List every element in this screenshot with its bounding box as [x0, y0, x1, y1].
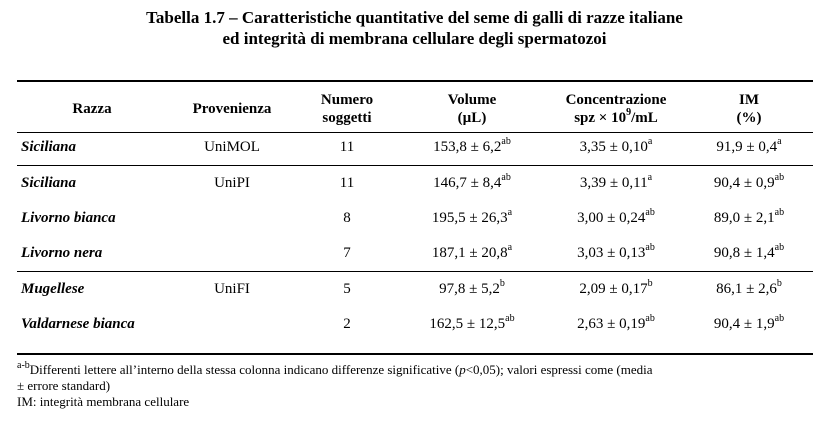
header-im: IM (%): [736, 92, 762, 126]
cell-volume: 153,8 ± 6,2$^{ab}$: [433, 136, 511, 155]
cell-provenienza: [167, 236, 297, 272]
cell-provenienza: UniFI: [167, 272, 297, 308]
table-row: [17, 307, 813, 342]
cell-volume: 162,5 ± 12,5$^{ab}$: [429, 313, 515, 332]
cell-provenienza: UniMOL: [204, 139, 260, 155]
cell-im: 86,1 ± 2,6$^b$: [685, 272, 813, 308]
cell-razza: Livorno nera: [21, 245, 103, 261]
header-razza: Razza: [72, 101, 112, 117]
table-row: [17, 201, 813, 236]
data-table: [17, 88, 813, 342]
table-row: [17, 272, 813, 308]
note-significance: $^{a-b}$Differenti lettere all’interno della stessa colonna indicano differenze significative (p<0,05); valori espressi come (media: [17, 359, 653, 377]
cell-volume: 195,5 ± 26,3$^a$: [431, 207, 513, 226]
cell-numero: 11: [339, 139, 355, 155]
cell-im: 91,9 ± 0,4$^a$: [716, 136, 782, 155]
cell-numero: 7: [343, 245, 351, 261]
table-title: [0, 7, 829, 49]
cell-numero: 2: [343, 316, 351, 332]
header-concentrazione: Concentrazione spz × $10^9/mL$: [565, 92, 667, 126]
cell-razza: Mugellese: [17, 272, 167, 308]
cell-numero: 8: [343, 210, 351, 226]
top-rule: [17, 80, 813, 82]
cell-provenienza: [167, 201, 297, 236]
note-significance-cont: ± errore standard): [17, 378, 111, 393]
cell-concentrazione: 3,39 ± 0,11$^a$: [547, 166, 685, 202]
cell-concentrazione: 3,00 ± 0,24$^{ab}$: [577, 207, 655, 226]
cell-volume: 97,8 ± 5,2$^b$: [397, 272, 547, 308]
cell-provenienza: UniPI: [167, 166, 297, 202]
cell-volume: 187,1 ± 20,8$^a$: [431, 242, 513, 261]
cell-im: 90,4 ± 1,9$^{ab}$: [713, 313, 785, 332]
table-row: [17, 166, 813, 202]
cell-concentrazione: 3,35 ± 0,10$^a$: [579, 136, 653, 155]
cell-razza: Siciliana: [21, 139, 77, 155]
table-row: [17, 130, 813, 166]
header-volume: Volume (µL): [447, 92, 497, 126]
header-provenienza: Provenienza: [192, 101, 272, 117]
header-row: [17, 88, 813, 130]
note-im-definition: IM: integrità membrana cellulare: [17, 394, 190, 409]
cell-razza: Valdarnese bianca: [21, 316, 135, 332]
cell-concentrazione: 2,09 ± 0,17$^b$: [547, 272, 685, 308]
table-row: [17, 236, 813, 272]
cell-concentrazione: 3,03 ± 0,13$^{ab}$: [577, 242, 655, 261]
table-notes: [17, 359, 817, 410]
bottom-rule: [17, 353, 813, 355]
title-line-1: Tabella 1.7 – Caratteristiche quantitative del seme di galli di razze italiane: [146, 8, 683, 27]
cell-im: 90,4 ± 0,9$^{ab}$: [685, 166, 813, 202]
cell-im: 89,0 ± 2,1$^{ab}$: [713, 207, 785, 226]
cell-concentrazione: 2,63 ± 0,19$^{ab}$: [577, 313, 655, 332]
cell-razza: Livorno bianca: [21, 210, 116, 226]
cell-im: 90,8 ± 1,4$^{ab}$: [713, 242, 785, 261]
cell-razza: Siciliana: [17, 166, 167, 202]
cell-volume: 146,7 ± 8,4$^{ab}$: [397, 166, 547, 202]
cell-provenienza: [167, 307, 297, 342]
header-numero: Numero soggetti: [320, 92, 374, 126]
cell-numero: 5: [297, 272, 397, 308]
cell-numero: 11: [297, 166, 397, 202]
title-line-2: ed integrità di membrana cellulare degli spermatozoi: [222, 29, 607, 48]
